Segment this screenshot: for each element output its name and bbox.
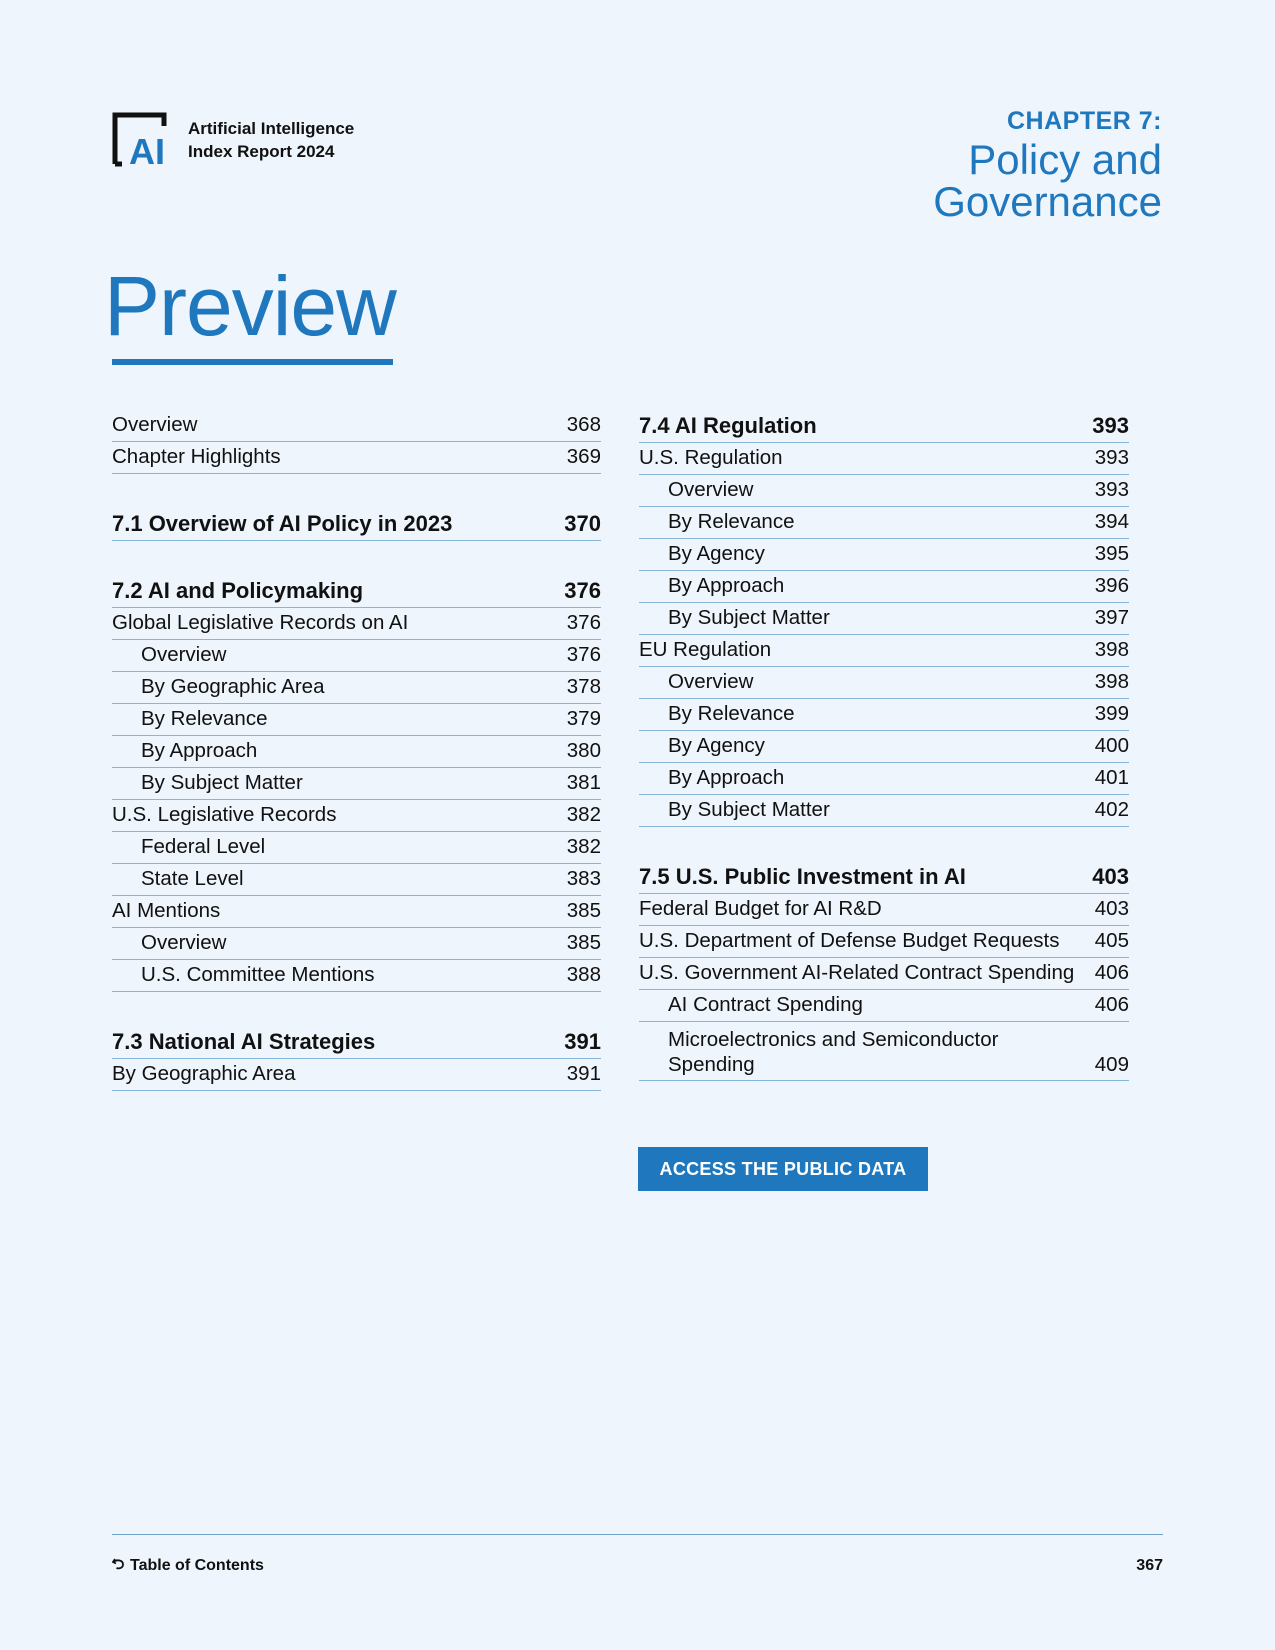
- toc-entry-page: 368: [566, 413, 601, 436]
- toc-entry-page: 399: [1094, 702, 1129, 725]
- table-of-contents-label: Table of Contents: [130, 1557, 264, 1574]
- toc-entry-label: 7.4 AI Regulation: [639, 413, 817, 438]
- toc-entry-page: 393: [1094, 478, 1129, 501]
- toc-entry-label: By Approach: [141, 739, 258, 762]
- toc-entry-page: 403: [1092, 864, 1129, 889]
- toc-entry-page: 405: [1094, 929, 1129, 952]
- toc-entry-page: 376: [566, 643, 601, 666]
- toc-entry-label: Global Legislative Records on AI: [112, 611, 409, 634]
- toc-section-row[interactable]: [112, 1026, 601, 1059]
- toc-entry-label: Overview: [141, 931, 227, 954]
- report-logo: [112, 112, 354, 168]
- toc-row[interactable]: [112, 800, 601, 832]
- toc-row[interactable]: [112, 672, 601, 704]
- toc-entry-label: U.S. Legislative Records: [112, 803, 337, 826]
- toc-row[interactable]: [639, 443, 1129, 475]
- toc-row[interactable]: [639, 795, 1129, 827]
- toc-row[interactable]: [112, 1059, 601, 1091]
- toc-entry-label: 7.3 National AI Strategies: [112, 1029, 376, 1054]
- toc-entry-label: 7.2 AI and Policymaking: [112, 578, 364, 603]
- toc-entry-label: Federal Budget for AI R&D: [639, 897, 882, 920]
- access-public-data-button[interactable]: ACCESS THE PUBLIC DATA: [638, 1147, 928, 1191]
- toc-entry-page: 376: [564, 578, 601, 603]
- toc-row[interactable]: [112, 704, 601, 736]
- title-underline: [112, 359, 393, 365]
- toc-row[interactable]: [639, 475, 1129, 507]
- toc-entry-label: Microelectronics and Semiconductor Spending: [668, 1028, 999, 1076]
- toc-entry-page: 397: [1094, 606, 1129, 629]
- chapter-label: CHAPTER 7:: [1006, 107, 1162, 135]
- toc-entry-label: By Agency: [668, 734, 765, 757]
- toc-entry-label: Overview: [141, 643, 227, 666]
- toc-entry-label: By Agency: [668, 542, 765, 565]
- toc-entry-page: 378: [566, 675, 601, 698]
- page-number: 367: [1136, 1557, 1163, 1574]
- toc-row[interactable]: [639, 763, 1129, 795]
- toc-row[interactable]: [112, 442, 601, 474]
- toc-entry-page: 370: [564, 511, 601, 536]
- toc-row[interactable]: [639, 667, 1129, 699]
- toc-entry-label: By Relevance: [141, 707, 268, 730]
- report-name: [188, 117, 354, 163]
- toc-entry-label: U.S. Department of Defense Budget Requests: [639, 929, 1060, 952]
- toc-entry-label: AI Mentions: [112, 899, 221, 922]
- report-name-line2: Index Report 2024: [188, 142, 335, 161]
- toc-entry-page: 369: [566, 445, 601, 468]
- toc-row[interactable]: [112, 864, 601, 896]
- toc-entry-page: 406: [1094, 961, 1129, 984]
- toc-row[interactable]: [639, 926, 1129, 958]
- toc-row[interactable]: [112, 608, 601, 640]
- toc-entry-label: By Geographic Area: [112, 1062, 296, 1085]
- toc-row[interactable]: [639, 958, 1129, 990]
- toc-right-column: [639, 410, 1129, 1081]
- toc-entry-label: By Subject Matter: [668, 606, 830, 629]
- toc-row[interactable]: [112, 960, 601, 992]
- table-of-contents-link[interactable]: [112, 1557, 264, 1575]
- toc-entry-label: EU Regulation: [639, 638, 772, 661]
- toc-entry-label: By Relevance: [668, 702, 795, 725]
- toc-entry-label: U.S. Government AI-Related Contract Spending: [639, 961, 1075, 984]
- toc-row[interactable]: [112, 736, 601, 768]
- toc-entry-page: 395: [1094, 542, 1129, 565]
- chapter-heading: [933, 106, 1162, 223]
- toc-entry-label: By Approach: [668, 766, 785, 789]
- toc-left-column: [112, 410, 601, 1091]
- toc-row[interactable]: [112, 768, 601, 800]
- toc-entry-page: 391: [566, 1062, 601, 1085]
- toc-entry-page: 396: [1094, 574, 1129, 597]
- toc-entry-page: 380: [566, 739, 601, 762]
- toc-row[interactable]: [112, 832, 601, 864]
- toc-section-row[interactable]: [112, 575, 601, 608]
- toc-entry-label: Federal Level: [141, 835, 266, 858]
- toc-entry-page: 385: [566, 931, 601, 954]
- toc-row[interactable]: [639, 731, 1129, 763]
- toc-entry-page: 376: [566, 611, 601, 634]
- return-arrow-icon: [112, 1557, 125, 1575]
- chapter-title: [933, 136, 1162, 225]
- toc-entry-label: U.S. Committee Mentions: [141, 963, 375, 986]
- toc-entry-page: 385: [566, 899, 601, 922]
- ai-index-logo-icon: [112, 112, 174, 168]
- chapter-title-line2: Governance: [933, 178, 1162, 225]
- page-title: Preview: [104, 259, 396, 353]
- toc-entry-page: 382: [566, 835, 601, 858]
- toc-row[interactable]: [639, 571, 1129, 603]
- toc-entry-label: Overview: [112, 413, 198, 436]
- toc-row[interactable]: [639, 635, 1129, 667]
- toc-row[interactable]: [112, 410, 601, 442]
- toc-entry-page: 401: [1094, 766, 1129, 789]
- toc-entry-label: 7.5 U.S. Public Investment in AI: [639, 864, 966, 889]
- toc-entry-page: 409: [1094, 1053, 1129, 1076]
- toc-entry-page: 382: [566, 803, 601, 826]
- toc-entry-page: 400: [1094, 734, 1129, 757]
- report-name-line1: Artificial Intelligence: [188, 119, 355, 138]
- toc-entry-label: Chapter Highlights: [112, 445, 281, 468]
- toc-entry-page: 403: [1094, 897, 1129, 920]
- toc-entry-label: AI Contract Spending: [668, 993, 863, 1016]
- toc-row[interactable]: [112, 928, 601, 960]
- chapter-title-line1: Policy and: [968, 136, 1162, 183]
- toc-entry-label: By Geographic Area: [141, 675, 325, 698]
- toc-section-row[interactable]: [639, 410, 1129, 443]
- toc-entry-page: 398: [1094, 670, 1129, 693]
- toc-row[interactable]: [639, 507, 1129, 539]
- toc-entry-page: 402: [1094, 798, 1129, 821]
- toc-row[interactable]: [639, 603, 1129, 635]
- toc-entry-label: Overview: [668, 478, 754, 501]
- toc-entry-page: 394: [1094, 510, 1129, 533]
- toc-entry-page: 388: [566, 963, 601, 986]
- toc-entry-page: 398: [1094, 638, 1129, 661]
- toc-row[interactable]: [112, 640, 601, 672]
- toc-row[interactable]: [639, 990, 1129, 1022]
- toc-entry-label: U.S. Regulation: [639, 446, 783, 469]
- toc-row[interactable]: [639, 699, 1129, 731]
- footer-divider: [112, 1534, 1163, 1535]
- toc-entry-label: State Level: [141, 867, 244, 890]
- toc-entry-page: 393: [1092, 413, 1129, 438]
- toc-entry-page: 383: [566, 867, 601, 890]
- logo-mark-text: AI: [129, 131, 165, 168]
- toc-entry-page: 391: [564, 1029, 601, 1054]
- toc-entry-page: 406: [1094, 993, 1129, 1016]
- toc-entry-label: By Subject Matter: [141, 771, 303, 794]
- toc-entry-page: 379: [566, 707, 601, 730]
- toc-entry-label: 7.1 Overview of AI Policy in 2023: [112, 511, 453, 536]
- toc-entry-page: 393: [1094, 446, 1129, 469]
- toc-entry-label: By Relevance: [668, 510, 795, 533]
- toc-entry-page: 381: [566, 771, 601, 794]
- toc-row[interactable]: [639, 1022, 1129, 1081]
- toc-entry-label: By Approach: [668, 574, 785, 597]
- toc-row[interactable]: [639, 894, 1129, 926]
- toc-section-row[interactable]: [112, 508, 601, 541]
- toc-row[interactable]: [112, 896, 601, 928]
- toc-section-row[interactable]: [639, 861, 1129, 894]
- toc-row[interactable]: [639, 539, 1129, 571]
- toc-entry-label: Overview: [668, 670, 754, 693]
- toc-entry-label: By Subject Matter: [668, 798, 830, 821]
